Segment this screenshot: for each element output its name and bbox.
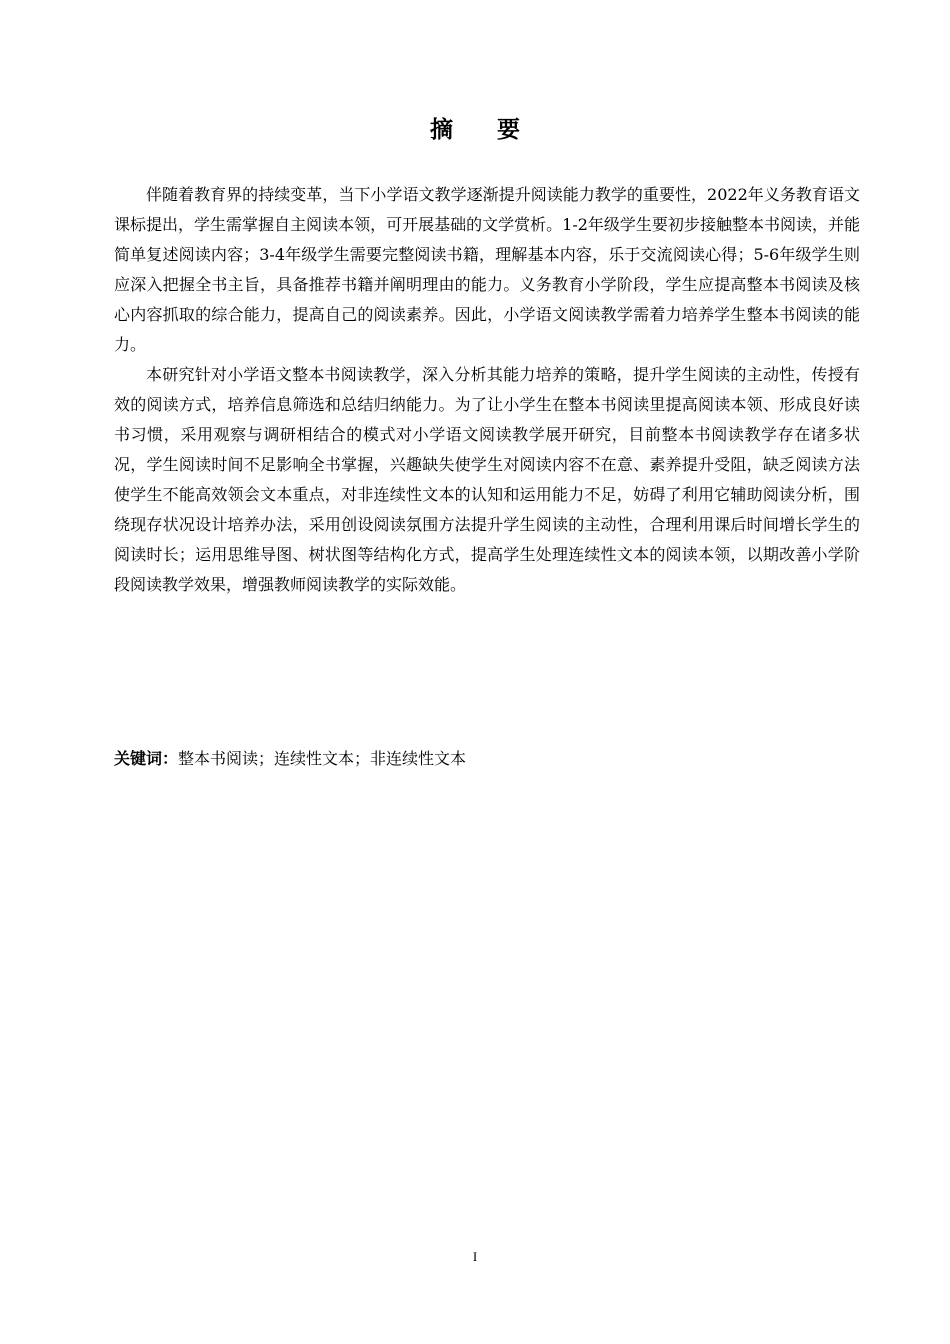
keywords-label: 关键词： — [114, 749, 179, 768]
keywords-line — [114, 745, 860, 773]
abstract-title: 摘 要 — [429, 117, 538, 143]
abstract-body — [114, 180, 860, 600]
abstract-paragraph-1: 伴随着教育界的持续变革，当下小学语文教学逐渐提升阅读能力教学的重要性，2022年义务教育语文课标提出，学生需掌握自主阅读本领，可开展基础的文学赏析。1-2年级学生要初步接触整本书阅读，并能简单复述阅读内容；3-4年级学生需要完整阅读书籍，理解基本内容，乐于交流阅读心得；5-6年级学生则应深入把握全书主旨，具备推荐书籍并阐明理由的能力。义务教育小学阶段，学生应提高整本书阅读及核心内容抓取的综合能力，提高自己的阅读素养。因此，小学语文阅读教学需着力培养学生整本书阅读的能力。 — [114, 185, 860, 354]
abstract-paragraph-2: 本研究针对小学语文整本书阅读教学，深入分析其能力培养的策略，提升学生阅读的主动性，传授有效的阅读方式，培养信息筛选和总结归纳能力。为了让小学生在整本书阅读里提高阅读本领、形成良好读书习惯，采用观察与调研相结合的模式对小学语文阅读教学展开研究，目前整本书阅读教学存在诸多状况，学生阅读时间不足影响全书掌握，兴趣缺失使学生对阅读内容不在意、素养提升受阻，缺乏阅读方法使学生不能高效领会文本重点，对非连续性文本的认知和运用能力不足，妨碍了利用它辅助阅读分析，围绕现存状况设计培养办法，采用创设阅读氛围方法提升学生阅读的主动性，合理利用课后时间增长学生的阅读时长；运用思维导图、树状图等结构化方式，提高学生处理连续性文本的阅读本领，以期改善小学阶段阅读教学效果，增强教师阅读教学的实际效能。 — [114, 365, 860, 594]
page-number: I — [472, 1249, 478, 1264]
keywords-value: 整本书阅读；连续性文本；非连续性文本 — [178, 749, 467, 768]
